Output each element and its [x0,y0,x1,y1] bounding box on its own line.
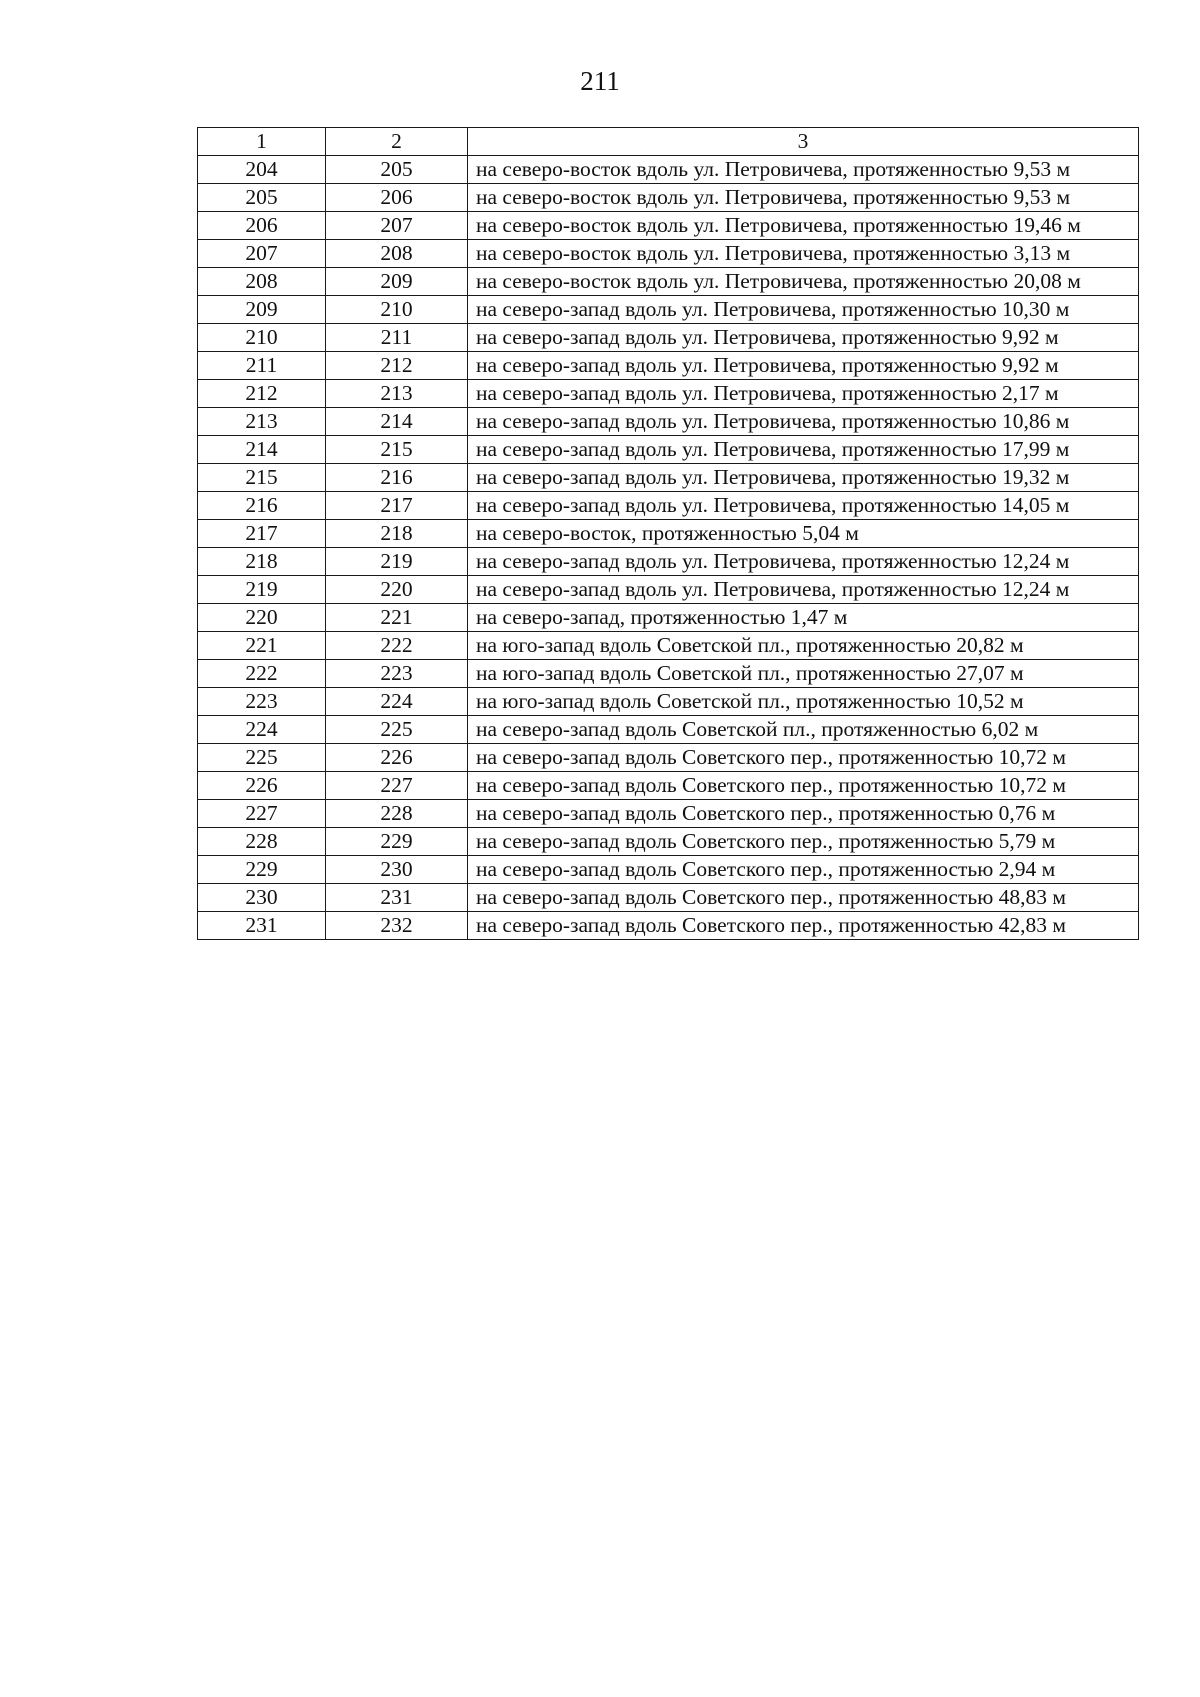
point-from-cell: 206 [198,212,326,240]
table-row [198,548,1139,576]
description-cell: на северо-запад вдоль Советского пер., протяженностью 0,76 м [468,800,1139,828]
point-from-cell: 231 [198,912,326,940]
table-row [198,464,1139,492]
point-from-cell: 220 [198,604,326,632]
point-to-cell: 211 [326,324,468,352]
table-row [198,912,1139,940]
point-from-cell: 214 [198,436,326,464]
description-cell: на северо-запад вдоль ул. Петровичева, протяженностью 19,32 м [468,464,1139,492]
table-row [198,156,1139,184]
table-row [198,576,1139,604]
point-to-cell: 218 [326,520,468,548]
table-row [198,604,1139,632]
point-from-cell: 230 [198,884,326,912]
point-from-cell: 226 [198,772,326,800]
point-from-cell: 207 [198,240,326,268]
point-to-cell: 209 [326,268,468,296]
table-row [198,492,1139,520]
point-to-cell: 231 [326,884,468,912]
point-from-cell: 221 [198,632,326,660]
point-from-cell: 217 [198,520,326,548]
table-row [198,240,1139,268]
description-cell: на северо-восток, протяженностью 5,04 м [468,520,1139,548]
point-to-cell: 220 [326,576,468,604]
description-cell: на северо-запад вдоль Советского пер., протяженностью 5,79 м [468,828,1139,856]
point-from-cell: 205 [198,184,326,212]
table-row [198,352,1139,380]
description-cell: на юго-запад вдоль Советской пл., протяженностью 20,82 м [468,632,1139,660]
description-cell: на юго-запад вдоль Советской пл., протяженностью 27,07 м [468,660,1139,688]
point-to-cell: 215 [326,436,468,464]
point-from-cell: 222 [198,660,326,688]
description-cell: на северо-запад вдоль ул. Петровичева, протяженностью 9,92 м [468,324,1139,352]
column-header-3: 3 [468,128,1139,156]
table-row [198,716,1139,744]
description-cell: на северо-запад вдоль Советского пер., протяженностью 10,72 м [468,744,1139,772]
point-from-cell: 210 [198,324,326,352]
description-cell: на северо-запад вдоль ул. Петровичева, протяженностью 12,24 м [468,548,1139,576]
point-to-cell: 214 [326,408,468,436]
point-from-cell: 225 [198,744,326,772]
table-row [198,184,1139,212]
table-row [198,408,1139,436]
description-cell: на юго-запад вдоль Советской пл., протяженностью 10,52 м [468,688,1139,716]
point-from-cell: 209 [198,296,326,324]
description-cell: на северо-запад вдоль Советского пер., протяженностью 42,83 м [468,912,1139,940]
description-cell: на северо-запад вдоль ул. Петровичева, протяженностью 12,24 м [468,576,1139,604]
point-to-cell: 207 [326,212,468,240]
table-row [198,520,1139,548]
point-to-cell: 222 [326,632,468,660]
point-to-cell: 232 [326,912,468,940]
table-row [198,660,1139,688]
table-row [198,296,1139,324]
point-to-cell: 228 [326,800,468,828]
table-body [198,128,1139,940]
point-from-cell: 223 [198,688,326,716]
point-from-cell: 219 [198,576,326,604]
point-to-cell: 230 [326,856,468,884]
point-from-cell: 215 [198,464,326,492]
column-header-2: 2 [326,128,468,156]
point-to-cell: 208 [326,240,468,268]
point-to-cell: 227 [326,772,468,800]
point-from-cell: 204 [198,156,326,184]
table-row [198,632,1139,660]
description-cell: на северо-запад вдоль ул. Петровичева, протяженностью 10,30 м [468,296,1139,324]
point-to-cell: 229 [326,828,468,856]
description-cell: на северо-восток вдоль ул. Петровичева, протяженностью 3,13 м [468,240,1139,268]
point-from-cell: 227 [198,800,326,828]
description-cell: на северо-запад вдоль ул. Петровичева, протяженностью 9,92 м [468,352,1139,380]
table-row [198,772,1139,800]
point-from-cell: 228 [198,828,326,856]
table-row [198,380,1139,408]
description-cell: на северо-запад вдоль Советского пер., протяженностью 10,72 м [468,772,1139,800]
point-to-cell: 212 [326,352,468,380]
description-cell: на северо-восток вдоль ул. Петровичева, протяженностью 20,08 м [468,268,1139,296]
description-cell: на северо-запад вдоль ул. Петровичева, протяженностью 2,17 м [468,380,1139,408]
description-cell: на северо-запад, протяженностью 1,47 м [468,604,1139,632]
table-row [198,884,1139,912]
table-row [198,688,1139,716]
description-cell: на северо-запад вдоль Советского пер., протяженностью 48,83 м [468,884,1139,912]
description-cell: на северо-запад вдоль ул. Петровичева, протяженностью 17,99 м [468,436,1139,464]
page-number: 211 [580,66,620,96]
point-from-cell: 218 [198,548,326,576]
point-to-cell: 221 [326,604,468,632]
description-cell: на северо-запад вдоль ул. Петровичева, протяженностью 10,86 м [468,408,1139,436]
boundary-table [197,127,1139,940]
table-row [198,800,1139,828]
point-from-cell: 224 [198,716,326,744]
point-to-cell: 205 [326,156,468,184]
point-from-cell: 212 [198,380,326,408]
table-row [198,828,1139,856]
point-from-cell: 216 [198,492,326,520]
description-cell: на северо-запад вдоль ул. Петровичева, протяженностью 14,05 м [468,492,1139,520]
point-to-cell: 213 [326,380,468,408]
point-to-cell: 219 [326,548,468,576]
description-cell: на северо-восток вдоль ул. Петровичева, протяженностью 19,46 м [468,212,1139,240]
point-from-cell: 213 [198,408,326,436]
table-row [198,744,1139,772]
table-row [198,436,1139,464]
point-to-cell: 217 [326,492,468,520]
description-cell: на северо-запад вдоль Советской пл., протяженностью 6,02 м [468,716,1139,744]
point-to-cell: 224 [326,688,468,716]
table-row [198,268,1139,296]
description-cell: на северо-восток вдоль ул. Петровичева, протяженностью 9,53 м [468,184,1139,212]
table-row [198,856,1139,884]
column-header-1: 1 [198,128,326,156]
point-to-cell: 225 [326,716,468,744]
description-cell: на северо-восток вдоль ул. Петровичева, протяженностью 9,53 м [468,156,1139,184]
point-from-cell: 229 [198,856,326,884]
point-to-cell: 226 [326,744,468,772]
table-header-row [198,128,1139,156]
point-from-cell: 211 [198,352,326,380]
table-row [198,324,1139,352]
table-row [198,212,1139,240]
point-to-cell: 206 [326,184,468,212]
point-to-cell: 223 [326,660,468,688]
point-from-cell: 208 [198,268,326,296]
point-to-cell: 210 [326,296,468,324]
description-cell: на северо-запад вдоль Советского пер., протяженностью 2,94 м [468,856,1139,884]
point-to-cell: 216 [326,464,468,492]
